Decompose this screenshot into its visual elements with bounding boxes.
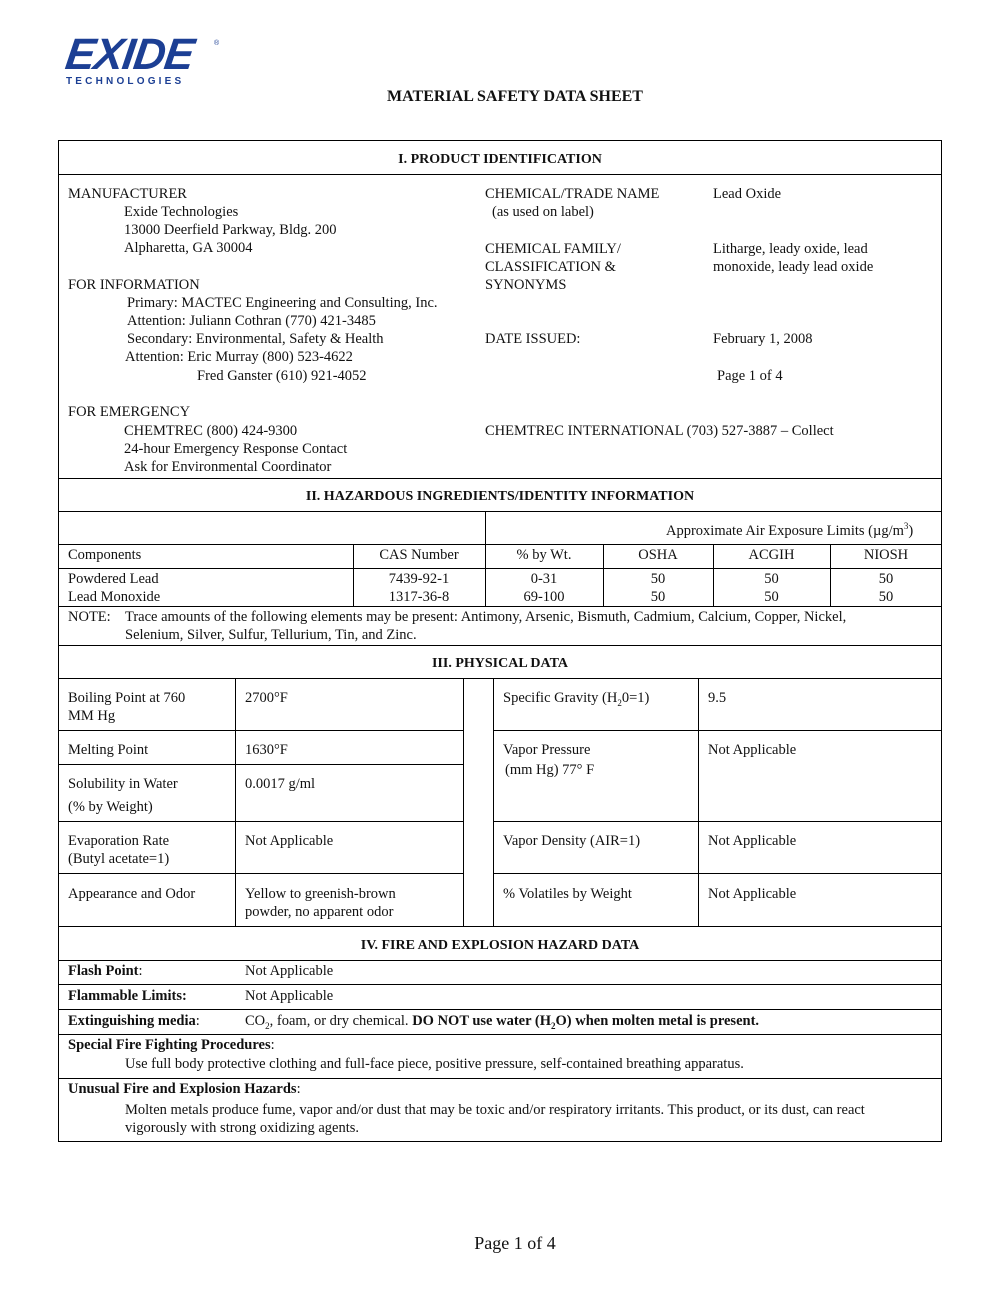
emergency-chemtrec: CHEMTREC (800) 424-9300 bbox=[124, 423, 298, 439]
table-row-2-niosh: 50 bbox=[878, 589, 894, 605]
volatiles-value: Not Applicable bbox=[708, 886, 797, 902]
trade-name-sub: (as used on label) bbox=[492, 204, 594, 220]
chemical-family-label-2: CLASSIFICATION & bbox=[485, 259, 616, 275]
unusual-hazards-line-2: vigorously with strong oxidizing agents. bbox=[125, 1120, 359, 1136]
chemical-family-value-1: Litharge, leady oxide, lead bbox=[713, 241, 868, 257]
col-osha: OSHA bbox=[638, 547, 678, 563]
section-1-title: I. PRODUCT IDENTIFICATION bbox=[398, 152, 602, 167]
table-row-1-osha: 50 bbox=[650, 571, 666, 587]
table-row-1-component: Powdered Lead bbox=[68, 571, 159, 587]
boiling-point-label-2: MM Hg bbox=[68, 708, 116, 724]
specific-gravity-label: Specific Gravity $(H_20=1)$ bbox=[503, 690, 650, 708]
appearance-value-1: Yellow to greenish-brown bbox=[245, 886, 396, 902]
table-row-2-pct: 69-100 bbox=[523, 589, 565, 605]
vapor-density-value: Not Applicable bbox=[708, 833, 797, 849]
evaporation-rate-label-1: Evaporation Rate bbox=[68, 833, 170, 849]
vapor-pressure-label-2: (mm Hg) 77° F bbox=[505, 762, 595, 778]
trade-name-label: CHEMICAL/TRADE NAME bbox=[485, 186, 660, 202]
manufacturer-label: MANUFACTURER bbox=[68, 186, 187, 202]
manufacturer-name: Exide Technologies bbox=[124, 204, 239, 220]
special-procedures-text: Use full body protective clothing and full-face piece, positive pressure, self-contained breathing apparatus. bbox=[125, 1056, 744, 1072]
boiling-point-label-1: Boiling Point at 760 bbox=[68, 690, 186, 706]
air-exposure-limits-label: Approximate Air Exposure Limits $(\mu g/m^3)$ bbox=[666, 521, 914, 539]
col-acgih: ACGIH bbox=[748, 547, 795, 563]
emergency-coordinator: Ask for Environmental Coordinator bbox=[124, 459, 332, 475]
table-row-2-acgih: 50 bbox=[764, 589, 779, 605]
trade-name-value: Lead Oxide bbox=[713, 186, 782, 202]
page-footer: Page 1 of 4 bbox=[474, 1233, 556, 1253]
table-row-1-acgih: 50 bbox=[764, 571, 779, 587]
flash-point-value: Not Applicable bbox=[245, 963, 334, 979]
table-row-2-component: Lead Monoxide bbox=[68, 589, 161, 605]
extinguishing-media-value: $CO_2$, foam, or dry chemical. DO NOT use water $(H_2O)$ when molten metal is present. bbox=[245, 1013, 760, 1031]
date-issued-label: DATE ISSUED: bbox=[485, 331, 581, 347]
melting-point-label: Melting Point bbox=[68, 742, 149, 758]
info-attention-1: Attention: Juliann Cothran (770) 421-3485 bbox=[127, 313, 376, 329]
manufacturer-city: Alpharetta, GA 30004 bbox=[124, 240, 253, 256]
boiling-point-value: 2700°F bbox=[245, 690, 288, 706]
unusual-hazards-line-1: Molten metals produce fume, vapor and/or dust that may be toxic and/or respiratory irritants. This product, or its dust, can react bbox=[125, 1102, 865, 1118]
specific-gravity-value: 9.5 bbox=[708, 690, 727, 706]
note-line-1: Trace amounts of the following elements may be present: Antimony, Arsenic, Bismuth, Cadmium, Calcium, Copper, Nickel, bbox=[125, 609, 847, 625]
info-contact-3: Fred Ganster (610) 921-4052 bbox=[197, 368, 367, 384]
unusual-hazards-label: Unusual Fire and Explosion Hazards: bbox=[68, 1081, 301, 1097]
vapor-density-label: Vapor Density (AIR=1) bbox=[503, 833, 641, 849]
table-row-1-cas: 7439-92-1 bbox=[388, 571, 450, 587]
section-3-title: III. PHYSICAL DATA bbox=[431, 656, 568, 671]
info-attention-2: Attention: Eric Murray (800) 523-4622 bbox=[125, 349, 353, 365]
note-label: NOTE: bbox=[68, 609, 111, 625]
solubility-label-1: Solubility in Water bbox=[68, 776, 178, 792]
flammable-limits-value: Not Applicable bbox=[245, 988, 334, 1004]
section-2-title: II. HAZARDOUS INGREDIENTS/IDENTITY INFORMATION bbox=[305, 489, 695, 504]
info-secondary: Secondary: Environmental, Safety & Health bbox=[127, 331, 384, 347]
col-pct-wt: % by Wt. bbox=[516, 547, 572, 563]
flash-point-label: Flash Point: bbox=[68, 963, 143, 979]
solubility-label-2: (% by Weight) bbox=[68, 799, 153, 815]
evaporation-rate-value: Not Applicable bbox=[245, 833, 334, 849]
melting-point-value: 1630°F bbox=[245, 742, 288, 758]
emergency-24h: 24-hour Emergency Response Contact bbox=[124, 441, 348, 457]
chemtrec-international: CHEMTREC INTERNATIONAL (703) 527-3887 – Collect bbox=[485, 423, 834, 439]
chemical-family-label-1: CHEMICAL FAMILY/ bbox=[485, 241, 621, 257]
volatiles-label: % Volatiles by Weight bbox=[503, 886, 632, 902]
col-components: Components bbox=[68, 547, 142, 563]
section-4-title: IV. FIRE AND EXPLOSION HAZARD DATA bbox=[360, 938, 640, 953]
table-row-2-cas: 1317-36-8 bbox=[388, 589, 450, 605]
logo-registered-mark: ® bbox=[214, 40, 220, 47]
for-information-label: FOR INFORMATION bbox=[68, 277, 200, 293]
special-procedures-label: Special Fire Fighting Procedures: bbox=[68, 1037, 275, 1053]
document-title: MATERIAL SAFETY DATA SHEET bbox=[387, 88, 643, 105]
appearance-value-2: powder, no apparent odor bbox=[245, 904, 394, 920]
appearance-label: Appearance and Odor bbox=[68, 886, 196, 902]
note-line-2: Selenium, Silver, Sulfur, Tellurium, Tin, and Zinc. bbox=[125, 627, 417, 643]
for-emergency-label: FOR EMERGENCY bbox=[68, 404, 191, 420]
vapor-pressure-value: Not Applicable bbox=[708, 742, 797, 758]
solubility-value: 0.0017 g/ml bbox=[245, 776, 316, 792]
chemical-family-value-2: monoxide, leady lead oxide bbox=[713, 259, 874, 275]
logo-wordmark: EXIDE bbox=[62, 30, 197, 79]
evaporation-rate-label-2: (Butyl acetate=1) bbox=[68, 851, 170, 867]
table-row-1-niosh: 50 bbox=[878, 571, 894, 587]
flammable-limits-label: Flammable Limits: bbox=[68, 988, 187, 1004]
page-indicator: Page 1 of 4 bbox=[717, 368, 783, 384]
date-issued-value: February 1, 2008 bbox=[713, 331, 813, 347]
chemical-family-label-3: SYNONYMS bbox=[485, 277, 567, 293]
exide-logo bbox=[58, 30, 223, 90]
manufacturer-address: 13000 Deerfield Parkway, Bldg. 200 bbox=[124, 222, 337, 238]
table-row-1-pct: 0-31 bbox=[530, 571, 558, 587]
vapor-pressure-label-1: Vapor Pressure bbox=[503, 742, 591, 758]
info-primary: Primary: MACTEC Engineering and Consulting, Inc. bbox=[127, 295, 438, 311]
table-row-2-osha: 50 bbox=[650, 589, 666, 605]
col-niosh: NIOSH bbox=[863, 547, 909, 563]
logo-tagline: TECHNOLOGIES bbox=[66, 76, 185, 87]
extinguishing-media-label: Extinguishing media: bbox=[68, 1013, 200, 1029]
col-cas-number: CAS Number bbox=[379, 547, 459, 563]
